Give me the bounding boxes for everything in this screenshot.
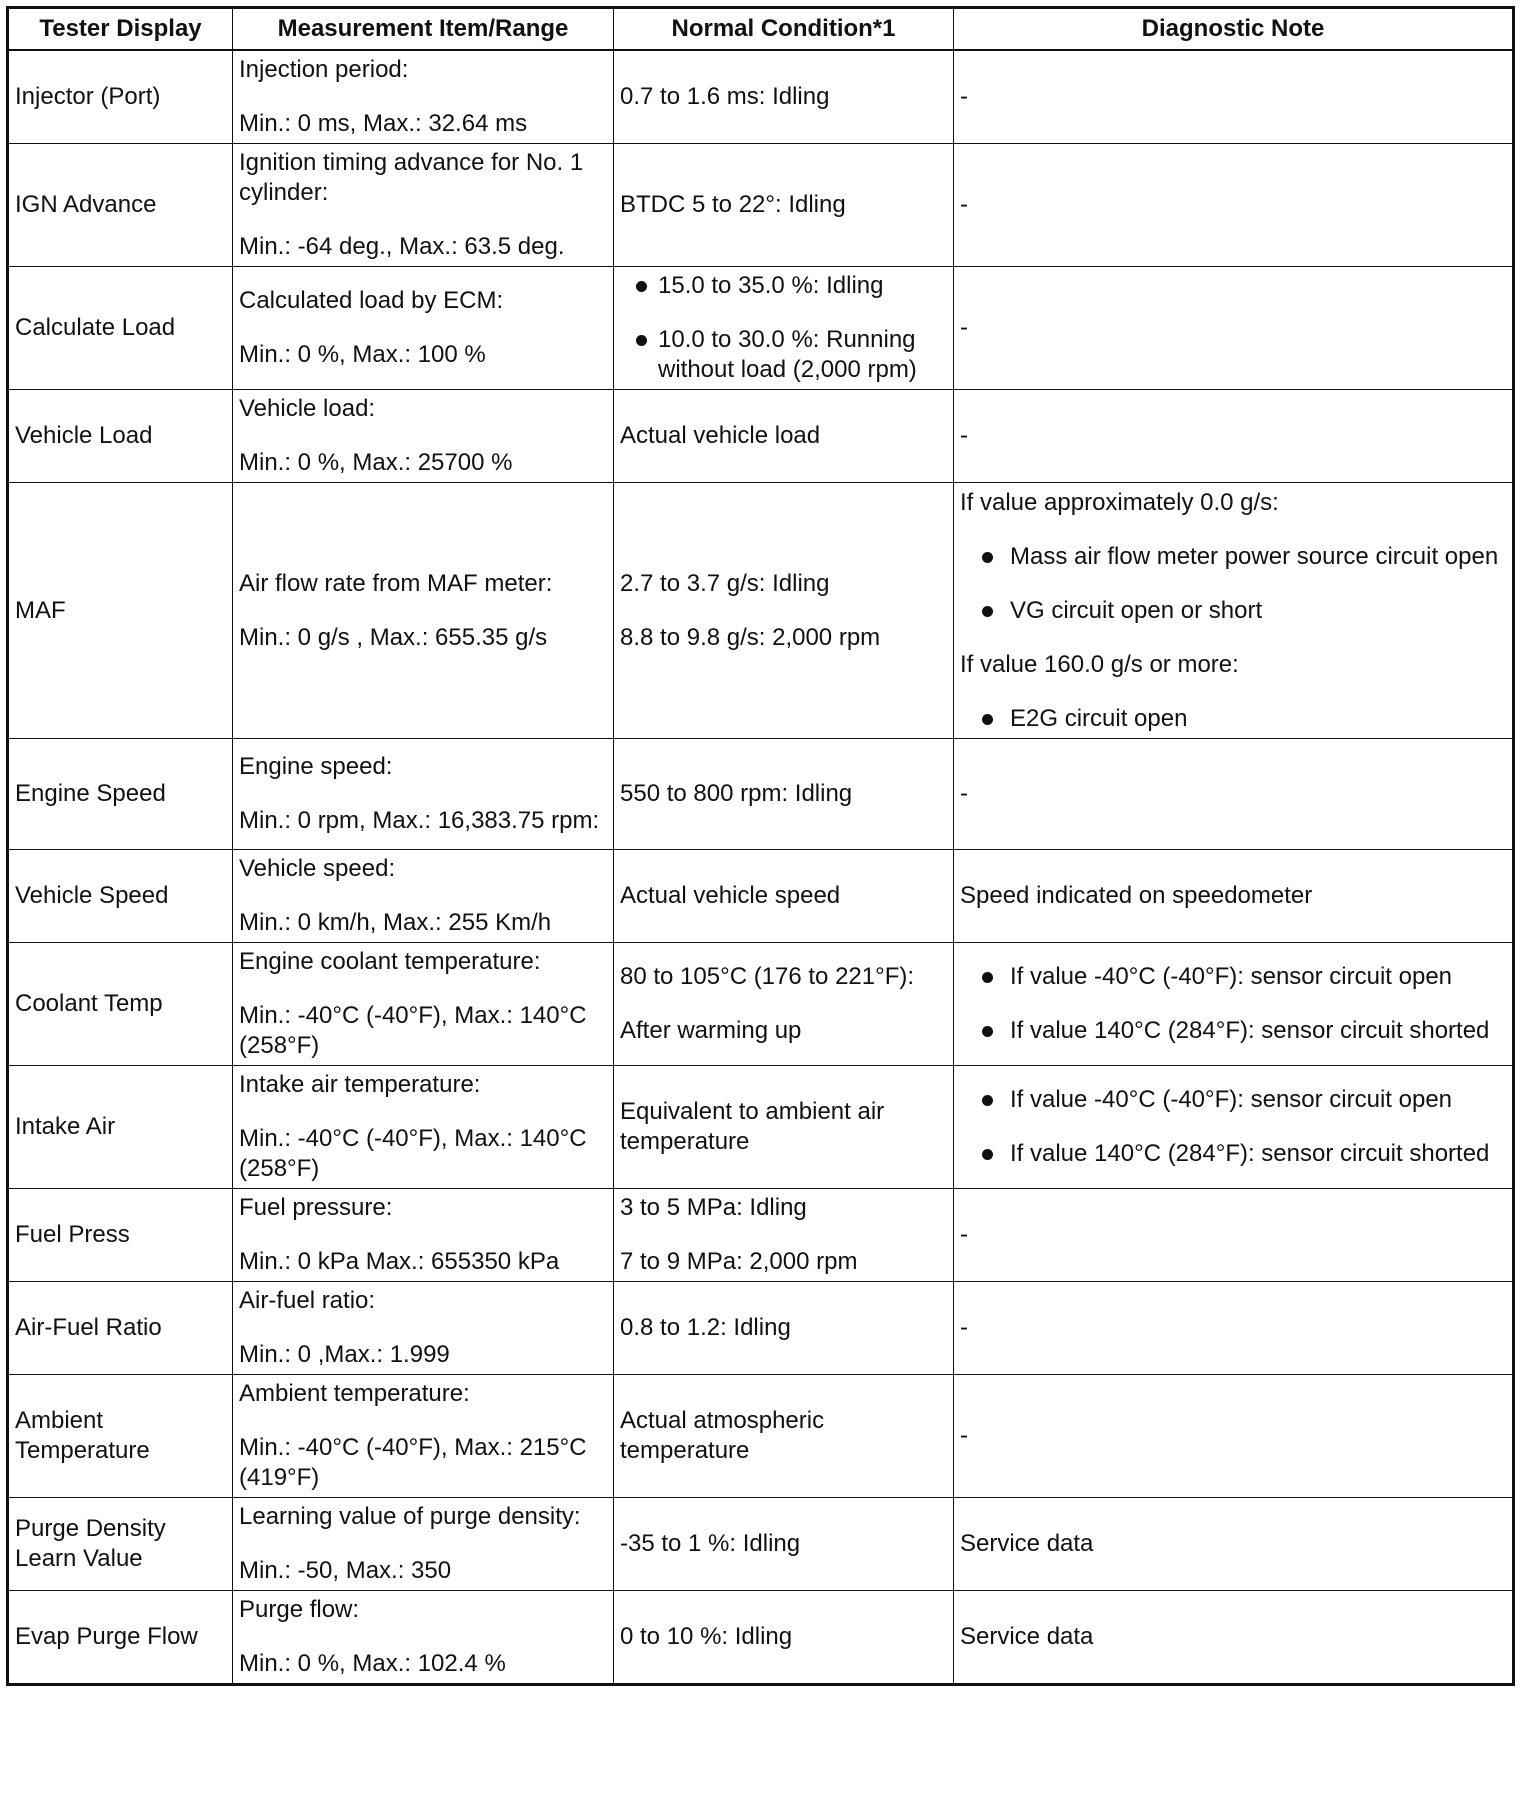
tester-display-cell: Purge Density Learn Value	[8, 1498, 233, 1591]
tester-display-cell: Intake Air	[8, 1066, 233, 1189]
normal-condition: Actual vehicle load	[620, 422, 821, 449]
note-list	[960, 1085, 1506, 1169]
header-measurement-item: Measurement Item/Range	[233, 8, 614, 51]
note-intro: If value 160.0 g/s or more:	[960, 650, 1239, 678]
table-row	[8, 1066, 1514, 1189]
document-page	[6, 6, 1512, 1686]
measurement-cell	[233, 483, 614, 739]
measurement-range: Min.: 0 %, Max.: 102.4 %	[239, 1650, 506, 1677]
measurement-item: Purge flow:	[239, 1596, 360, 1623]
diagnostic-note-cell: Speed indicated on speedometer	[954, 850, 1514, 943]
table-row	[8, 739, 1514, 850]
table-row	[8, 50, 1514, 144]
measurement-cell	[233, 390, 614, 483]
normal-condition-cell	[614, 50, 954, 144]
measurement-range: Min.: 0 g/s , Max.: 655.35 g/s	[239, 623, 548, 651]
normal-condition-cell	[614, 850, 954, 943]
list-item: E2G circuit open	[960, 704, 1506, 734]
list-item: If value 140°C (284°F): sensor circuit shorted	[960, 1016, 1506, 1046]
table-row	[8, 1189, 1514, 1282]
measurement-cell	[233, 1498, 614, 1591]
list-item: Mass air flow meter power source circuit open	[960, 542, 1506, 572]
note-list	[960, 704, 1506, 734]
normal-condition-cell	[614, 1282, 954, 1375]
measurement-range: Min.: -40°C (-40°F), Max.: 215°C (419°F)	[239, 1434, 587, 1491]
diagnostic-note-cell: -	[954, 1375, 1514, 1498]
diagnostic-note-cell: -	[954, 1282, 1514, 1375]
diagnostic-note-cell: -	[954, 1189, 1514, 1282]
table-row	[8, 267, 1514, 390]
measurement-item: Fuel pressure:	[239, 1194, 393, 1221]
note-list	[960, 962, 1506, 1046]
normal-condition-cell	[614, 1375, 954, 1498]
normal-condition: 7 to 9 MPa: 2,000 rpm	[620, 1248, 858, 1275]
normal-condition: 550 to 800 rpm: Idling	[620, 780, 853, 807]
table-row	[8, 1282, 1514, 1375]
normal-condition-cell	[614, 943, 954, 1066]
normal-condition-list	[614, 271, 947, 385]
diagnostic-note-cell	[954, 1066, 1514, 1189]
measurement-range: Min.: 0 ,Max.: 1.999	[239, 1341, 450, 1368]
diagnostic-note-cell: -	[954, 50, 1514, 144]
measurement-cell	[233, 1282, 614, 1375]
normal-condition: 0.7 to 1.6 ms: Idling	[620, 83, 830, 110]
measurement-item: Calculated load by ECM:	[239, 287, 504, 314]
normal-condition: Actual atmospheric temperature	[620, 1407, 825, 1464]
list-item: If value -40°C (-40°F): sensor circuit open	[960, 1085, 1506, 1115]
tester-display-cell: Air-Fuel Ratio	[8, 1282, 233, 1375]
measurement-item: Learning value of purge density:	[239, 1503, 581, 1530]
note-intro: If value approximately 0.0 g/s:	[960, 488, 1279, 516]
normal-condition: 3 to 5 MPa: Idling	[620, 1194, 807, 1221]
list-item: If value -40°C (-40°F): sensor circuit open	[960, 962, 1506, 992]
measurement-range: Min.: 0 kPa Max.: 655350 kPa	[239, 1248, 560, 1275]
measurement-cell	[233, 1375, 614, 1498]
header-row	[8, 8, 1514, 51]
measurement-item: Injection period:	[239, 56, 409, 83]
normal-condition: Equivalent to ambient air temperature	[620, 1098, 885, 1155]
table-row	[8, 943, 1514, 1066]
measurement-cell	[233, 1066, 614, 1189]
normal-condition: 8.8 to 9.8 g/s: 2,000 rpm	[620, 623, 881, 651]
normal-condition: 2.7 to 3.7 g/s: Idling	[620, 569, 830, 597]
normal-condition-cell	[614, 1591, 954, 1685]
header-diagnostic-note: Diagnostic Note	[954, 8, 1514, 51]
table-row	[8, 144, 1514, 267]
measurement-range: Min.: 0 %, Max.: 25700 %	[239, 449, 513, 476]
normal-condition-cell	[614, 144, 954, 267]
normal-condition: After warming up	[620, 1017, 802, 1044]
measurement-cell	[233, 1591, 614, 1685]
measurement-range: Min.: -50, Max.: 350	[239, 1557, 452, 1584]
measurement-range: Min.: 0 %, Max.: 100 %	[239, 341, 486, 368]
measurement-cell	[233, 850, 614, 943]
normal-condition-cell	[614, 1066, 954, 1189]
list-item: VG circuit open or short	[960, 596, 1506, 626]
measurement-item: Ambient temperature:	[239, 1380, 470, 1407]
table-row	[8, 850, 1514, 943]
normal-condition: -35 to 1 %: Idling	[620, 1530, 801, 1557]
measurement-range: Min.: 0 rpm, Max.: 16,383.75 rpm:	[239, 807, 600, 834]
diagnostic-note-cell: Service data	[954, 1591, 1514, 1685]
measurement-range: Min.: -64 deg., Max.: 63.5 deg.	[239, 233, 565, 260]
diagnostic-note-cell	[954, 483, 1514, 739]
measurement-cell	[233, 144, 614, 267]
normal-condition: Actual vehicle speed	[620, 882, 841, 909]
list-item: 15.0 to 35.0 %: Idling	[614, 271, 947, 301]
diagnostic-note-cell	[954, 943, 1514, 1066]
list-item: 10.0 to 30.0 %: Running without load (2,000 rpm)	[614, 325, 947, 385]
measurement-item: Vehicle speed:	[239, 855, 396, 882]
tester-display-cell: Evap Purge Flow	[8, 1591, 233, 1685]
normal-condition-cell	[614, 739, 954, 850]
normal-condition: 80 to 105°C (176 to 221°F):	[620, 963, 915, 990]
measurement-cell	[233, 1189, 614, 1282]
table-row	[8, 1375, 1514, 1498]
normal-condition-cell	[614, 390, 954, 483]
tester-display-cell: Vehicle Load	[8, 390, 233, 483]
diagnostic-note-cell: -	[954, 144, 1514, 267]
diagnostic-note-cell: -	[954, 390, 1514, 483]
measurement-range: Min.: 0 km/h, Max.: 255 Km/h	[239, 909, 552, 936]
diagnostic-note-cell: -	[954, 739, 1514, 850]
header-tester-display: Tester Display	[8, 8, 233, 51]
note-list	[960, 542, 1506, 626]
normal-condition: 0 to 10 %: Idling	[620, 1623, 793, 1650]
measurement-range: Min.: 0 ms, Max.: 32.64 ms	[239, 110, 528, 137]
diagnostic-note-cell: Service data	[954, 1498, 1514, 1591]
tester-display-cell: Injector (Port)	[8, 50, 233, 144]
measurement-item: Engine coolant temperature:	[239, 948, 541, 975]
data-list-table	[6, 6, 1515, 1686]
table-row	[8, 1591, 1514, 1685]
tester-display-cell: Coolant Temp	[8, 943, 233, 1066]
measurement-item: Engine speed:	[239, 753, 393, 780]
normal-condition-cell	[614, 1189, 954, 1282]
tester-display-cell: IGN Advance	[8, 144, 233, 267]
measurement-item: Air-fuel ratio:	[239, 1287, 376, 1314]
measurement-item: Vehicle load:	[239, 395, 376, 422]
list-item: If value 140°C (284°F): sensor circuit shorted	[960, 1139, 1506, 1169]
measurement-item: Ignition timing advance for No. 1 cylinder:	[239, 149, 584, 206]
normal-condition: 0.8 to 1.2: Idling	[620, 1314, 791, 1341]
tester-display-cell: Ambient Temperature	[8, 1375, 233, 1498]
normal-condition-cell	[614, 1498, 954, 1591]
normal-condition-cell	[614, 267, 954, 390]
table-row	[8, 390, 1514, 483]
tester-display-cell: Engine Speed	[8, 739, 233, 850]
table-row	[8, 1498, 1514, 1591]
measurement-cell	[233, 50, 614, 144]
measurement-item: Air flow rate from MAF meter:	[239, 569, 553, 597]
header-normal-condition: Normal Condition*1	[614, 8, 954, 51]
normal-condition: BTDC 5 to 22°: Idling	[620, 191, 846, 218]
normal-condition-cell	[614, 483, 954, 739]
tester-display-cell: Calculate Load	[8, 267, 233, 390]
tester-display-cell: Vehicle Speed	[8, 850, 233, 943]
measurement-cell	[233, 943, 614, 1066]
measurement-cell	[233, 267, 614, 390]
tester-display-cell: MAF	[8, 483, 233, 739]
measurement-range: Min.: -40°C (-40°F), Max.: 140°C (258°F)	[239, 1125, 587, 1182]
tester-display-cell: Fuel Press	[8, 1189, 233, 1282]
measurement-range: Min.: -40°C (-40°F), Max.: 140°C (258°F)	[239, 1002, 587, 1059]
diagnostic-note-cell: -	[954, 267, 1514, 390]
measurement-item: Intake air temperature:	[239, 1071, 481, 1098]
measurement-cell	[233, 739, 614, 850]
table-row	[8, 483, 1514, 739]
